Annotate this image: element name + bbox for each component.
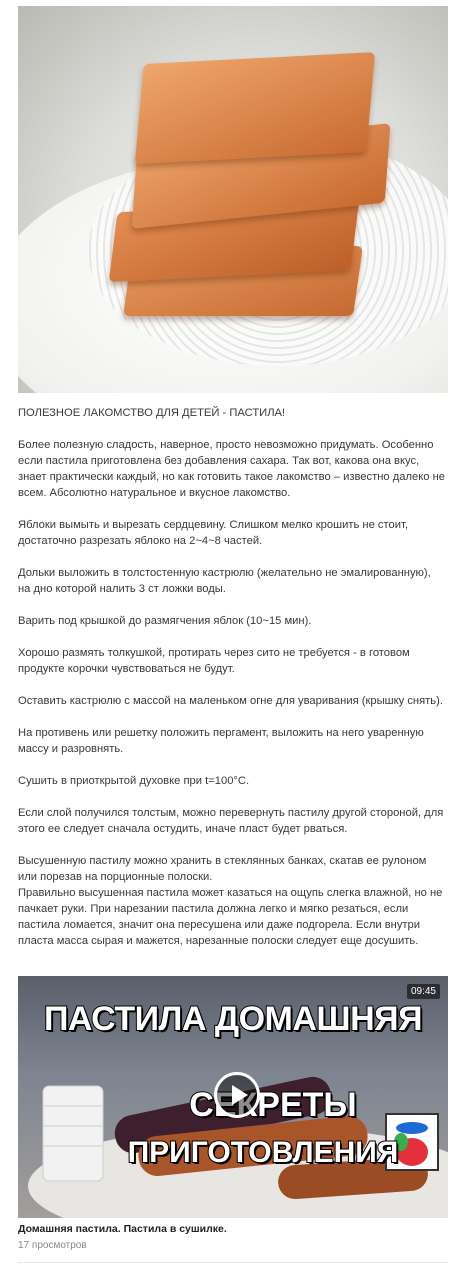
video-views: 17 просмотров (18, 1240, 87, 1251)
post-paragraph: Высушенную пастилу можно хранить в стеклянных банках, скатав ее рулоном или порезав на порционные полоски. (18, 855, 427, 883)
post (18, 6, 448, 949)
post-paragraph: Правильно высушенная пастила может казаться на ощупь слегка влажной, но не пачкает руки. При нарезании пастила должна легко и мягко резаться, если пастила ломается, значит она пересушена или даже подгорела. Если внутри пласта масса сырая и мажется, нарезанные полоски следует еще досушить. (18, 887, 443, 947)
post-text (18, 405, 446, 949)
post-heading: ПОЛЕЗНОЕ ЛАКОМСТВО ДЛЯ ДЕТЕЙ - ПАСТИЛА! (18, 407, 286, 419)
pastila-photo (18, 6, 448, 393)
post-paragraph: На противень или решетку положить пергамент, выложить на него уваренную массу и разровнять. (18, 727, 424, 755)
divider (18, 1262, 448, 1263)
post-paragraph: Дольки выложить в толстостенную кастрюлю (желательно не эмалированную), на дно которой налить 3 ст ложки воды. (18, 567, 431, 595)
video-player[interactable] (18, 976, 448, 1218)
pastila-slab (135, 52, 375, 164)
post-paragraph: Сушить в приоткрытой духовке при t=100°C. (18, 775, 250, 787)
video-duration-badge: 09:45 (407, 984, 440, 999)
video-overlay-subtitle: ПРИГОТОВЛЕНИЯ (127, 1136, 399, 1169)
post-paragraph: Варить под крышкой до размягчения яблок (10~15 мин). (18, 615, 312, 627)
video-overlay-title: ПАСТИЛА ДОМАШНЯЯ (43, 1000, 423, 1038)
video-title[interactable]: Домашняя пастила. Пастила в сушилке. (18, 1223, 227, 1235)
post-paragraph: Если слой получился толстым, можно перевернуть пастилу другой стороной, для этого ее следует сначала остудить, иначе пласт будет рваться. (18, 807, 444, 835)
post-paragraph: Оставить кастрюлю с массой на маленьком огне для уваривания (крышку снять). (18, 695, 443, 707)
post-paragraph: Яблоки вымыть и вырезать сердцевину. Слишком мелко крошить не стоит, достаточно разрезать яблоко на 2~4~8 частей. (18, 519, 408, 547)
post-paragraph: Более полезную сладость, наверное, просто невозможно придумать. Особенно если пастила приготовлена без добавления сахара. Так вот, какова она вкус, знает практически каждый, но как готовить такое лакомство – известно далеко не всем. Абсолютно натуральное и вкусное лакомство. (18, 439, 446, 499)
video-overlay-subtitle: СЕКРЕТЫ (189, 1086, 357, 1124)
play-icon[interactable] (214, 1072, 260, 1118)
post-paragraph: Хорошо размять толкушкой, протирать через сито не требуется - в готовом продукте корочки чувствоваться не будут. (18, 647, 410, 675)
